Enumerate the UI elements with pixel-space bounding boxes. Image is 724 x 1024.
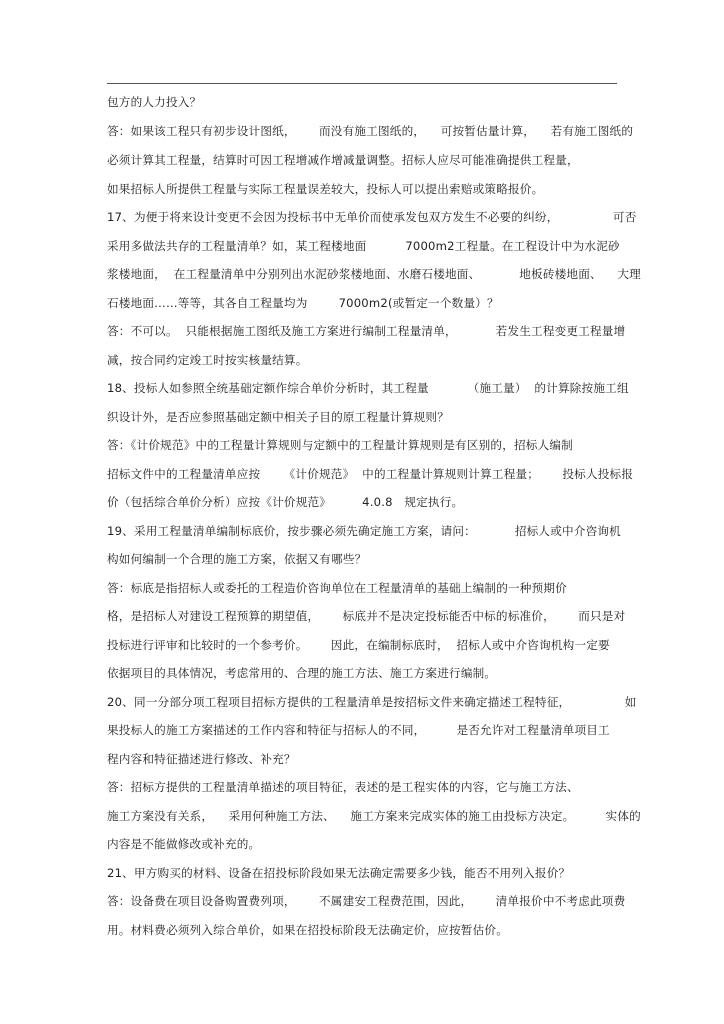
text-line: 投标进行评审和比较时的一个参考价。 因此，在编制标底时， 招标人或中介咨询机构一定要 — [107, 638, 610, 652]
text-line: 减，按合同约定竣工时按实核量结算。 — [107, 353, 308, 367]
text-line: 包方的人力投入？ — [107, 95, 202, 109]
text-line: 答：标底是指招标人或委托的工程造价咨询单位在工程量清单的基础上编制的一种预期价 — [107, 581, 567, 595]
text-line: 18、投标人如参照全统基础定额作综合单价分析时，其工程量 （施工量） 的计算除按施工组 — [107, 381, 629, 395]
text-line: 招标文件中的工程量清单应按 《计价规范》 中的工程量计算规则计算工程量； 投标人投标报 — [107, 467, 634, 481]
text-line: 果投标人的施工方案描述的工作内容和特征与招标人的不同， 是否允许对工程量清单项目工 — [107, 723, 610, 737]
text-line: 答：不可以。 只能根据施工图纸及施工方案进行编制工程量清单， 若发生工程变更工程量增 — [107, 324, 626, 338]
text-line: 17、为便于将来设计变更不会因为投标书中无单价而使承发包双方发生不必要的纠纷， 可否 — [107, 210, 637, 224]
text-line: 构如何编制一个合理的施工方案，依据又有哪些？ — [107, 552, 367, 566]
text-line: 如果招标人所提供工程量与实际工程量误差较大，投标人可以提出索赔或策略报价。 — [107, 182, 544, 196]
text-line: 浆楼地面， 在工程量清单中分别列出水泥砂浆楼地面、水磨石楼地面、 地板砖楼地面、 大理 — [107, 267, 641, 281]
text-line: 施工方案没有关系， 采用何种施工方法、 施工方案来完成实体的施工由投标方决定。 实体的 — [107, 809, 641, 823]
text-line: 必须计算其工程量，结算时可因工程增减作增减量调整。招标人应尽可能准确提供工程量， — [107, 153, 579, 167]
text-line: 答：《计价规范》中的工程量计算规则与定额中的工程量计算规则是有区别的，招标人编制 — [107, 438, 573, 452]
text-line: 20、同一分部分项工程项目招标方提供的工程量清单是按招标文件来确定描述工程特征， 如 — [107, 695, 637, 709]
text-line: 织设计外，是否应参照基础定额中相关子目的原工程量计算规则？ — [107, 410, 450, 424]
header-rule — [107, 83, 617, 84]
text-line: 程内容和特征描述进行修改、补充？ — [107, 752, 296, 766]
text-line: 价（包括综合单价分析）应按《计价规范》 4.0.8 规定执行。 — [107, 495, 464, 509]
text-line: 19、采用工程量清单编制标底价，按步骤必须先确定施工方案，请问： 招标人或中介咨询机 — [107, 524, 621, 538]
text-line: 内容是不能做修改或补充的。 — [107, 837, 261, 851]
text-line: 答：设备费在项目设备购置费列项， 不属建安工程费范围，因此， 清单报价中不考虑此项费 — [107, 894, 626, 908]
text-line: 用。材料费必须列入综合单价，如果在招投标阶段无法确定价，应按暂估价。 — [107, 923, 508, 937]
text-line: 采用多做法共存的工程量清单？如，某工程楼地面 7000m2工程量。在工程设计中为水泥砂 — [107, 239, 620, 253]
text-line: 依据项目的具体情况，考虑常用的、合理的施工方法、施工方案进行编制。 — [107, 666, 497, 680]
text-line: 答：招标方提供的工程量清单描述的项目特征，表述的是工程实体的内容，它与施工方法、 — [107, 780, 579, 794]
text-line: 答：如果该工程只有初步设计图纸， 而没有施工图纸的， 可按暂估量计算， 若有施工图纸的 — [107, 124, 634, 138]
text-line: 21、甲方购买的材料、设备在招投标阶段如果无法确定需要多少钱，能否不用列入报价？ — [107, 866, 571, 880]
text-line: 格，是招标人对建设工程预算的期望值， 标底并不是决定投标能否中标的标准价， 而只是对 — [107, 609, 626, 623]
text-line: 石楼地面……等等，其各自工程量均为 7000m2(或暂定一个数量）？ — [107, 296, 499, 310]
